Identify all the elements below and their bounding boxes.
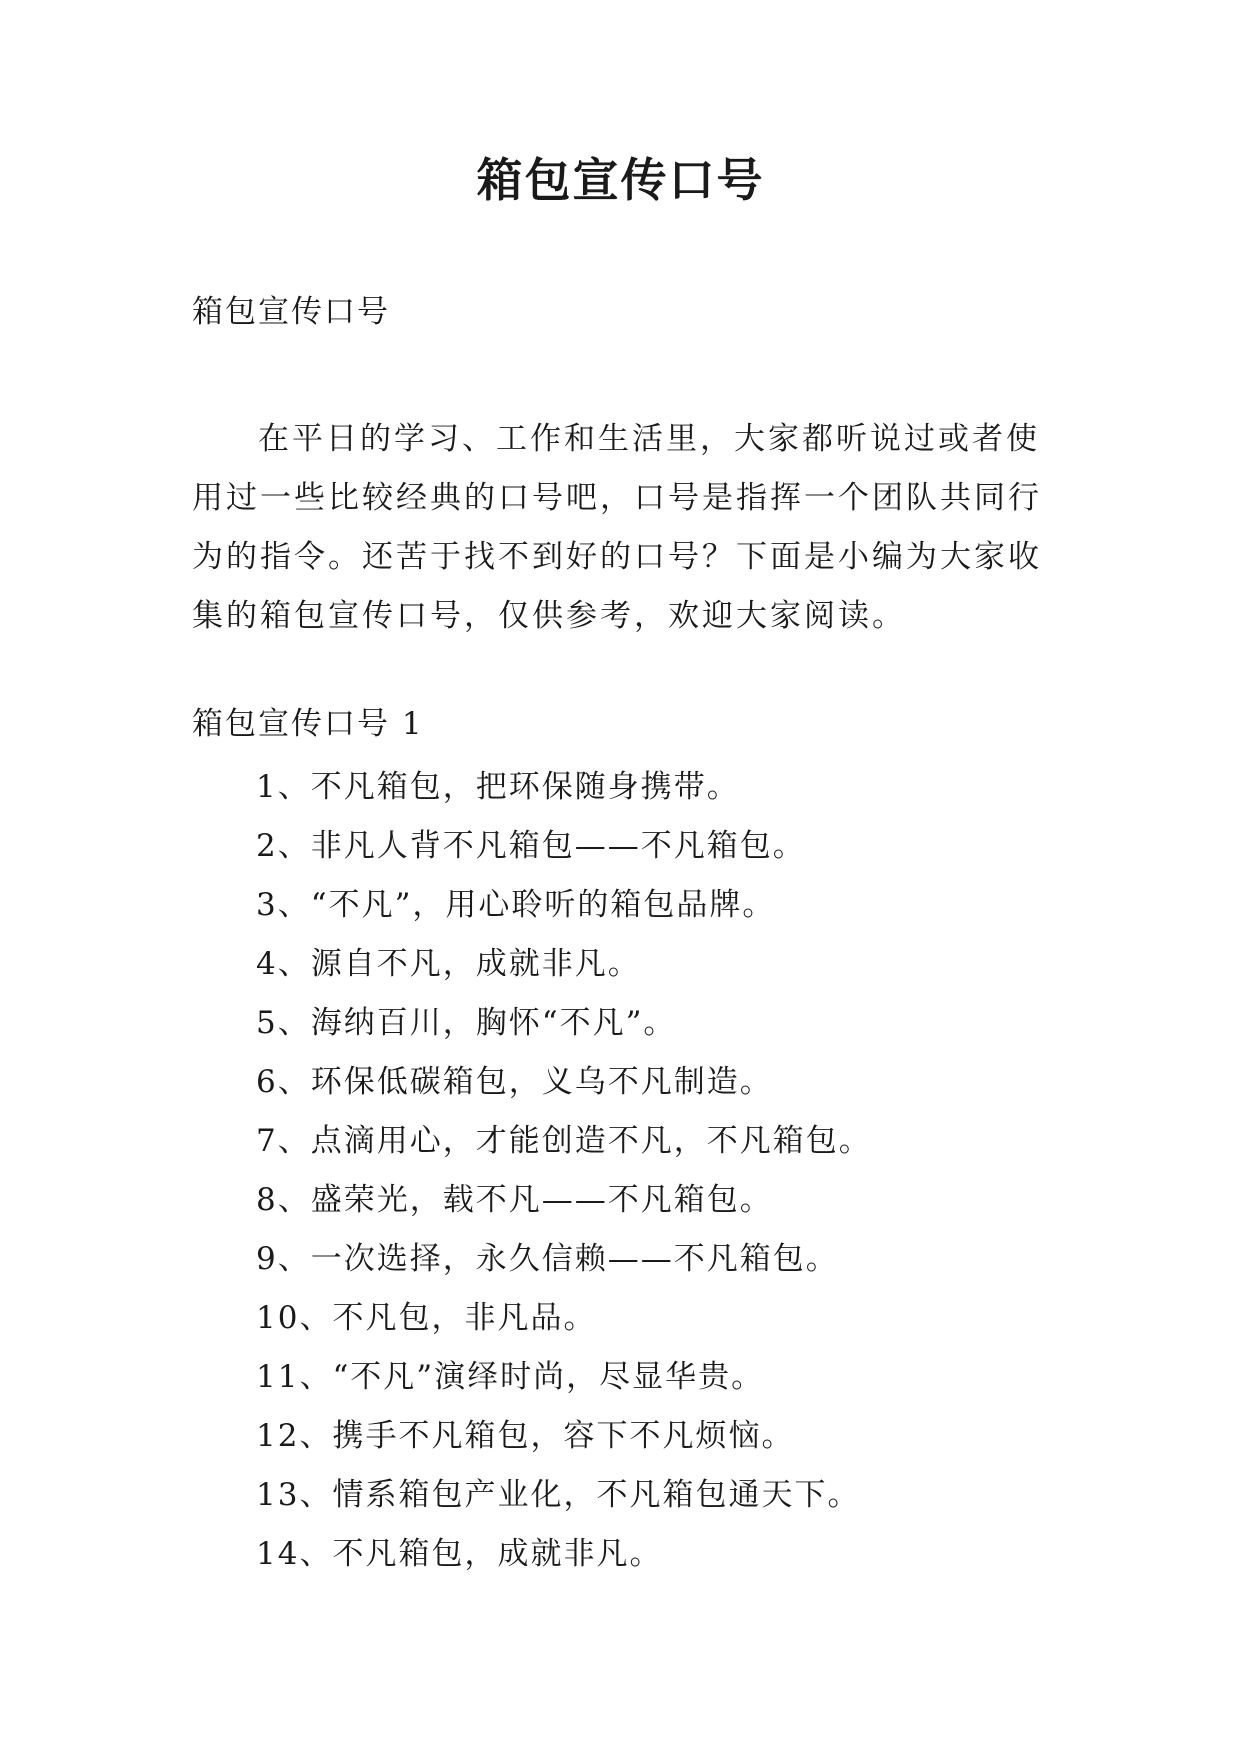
slogan-item: 1、不凡箱包，把环保随身携带。 — [256, 769, 740, 805]
slogan-item: 5、海纳百川，胸怀“不凡”。 — [256, 1005, 677, 1041]
slogan-item: 12、携手不凡箱包，容下不凡烦恼。 — [256, 1418, 795, 1454]
slogan-item: 2、非凡人背不凡箱包——不凡箱包。 — [256, 828, 806, 864]
slogan-item: 8、盛荣光，载不凡——不凡箱包。 — [256, 1182, 773, 1218]
document-title: 箱包宣传口号 — [476, 153, 765, 207]
slogan-item: 13、情系箱包产业化，不凡箱包通天下。 — [256, 1477, 861, 1513]
slogan-item: 14、不凡箱包，成就非凡。 — [256, 1536, 663, 1572]
slogan-item: 10、不凡包，非凡品。 — [256, 1300, 597, 1336]
intro-paragraph: 在平日的学习、工作和生活里，大家都听说过或者使用过一些比较经典的口号吧，口号是指挥一个团队共同行为的指令。还苦于找不到好的口号？下面是小编为大家收集的箱包宣传口号，仅供参考，欢迎大家阅读。 — [192, 421, 1042, 634]
slogan-list — [256, 758, 872, 1584]
slogan-item: 9、一次选择，永久信赖——不凡箱包。 — [256, 1241, 839, 1277]
slogan-item: 7、点滴用心，才能创造不凡，不凡箱包。 — [256, 1123, 872, 1159]
slogan-item: 6、环保低碳箱包，义乌不凡制造。 — [256, 1064, 773, 1100]
slogan-item: 11、“不凡”演绎时尚，尽显华贵。 — [256, 1359, 765, 1395]
document-subheading: 箱包宣传口号 — [192, 294, 390, 330]
section-heading: 箱包宣传口号 1 — [192, 706, 424, 742]
slogan-item: 4、源自不凡，成就非凡。 — [256, 946, 641, 982]
slogan-item: 3、“不凡”，用心聆听的箱包品牌。 — [256, 887, 776, 923]
